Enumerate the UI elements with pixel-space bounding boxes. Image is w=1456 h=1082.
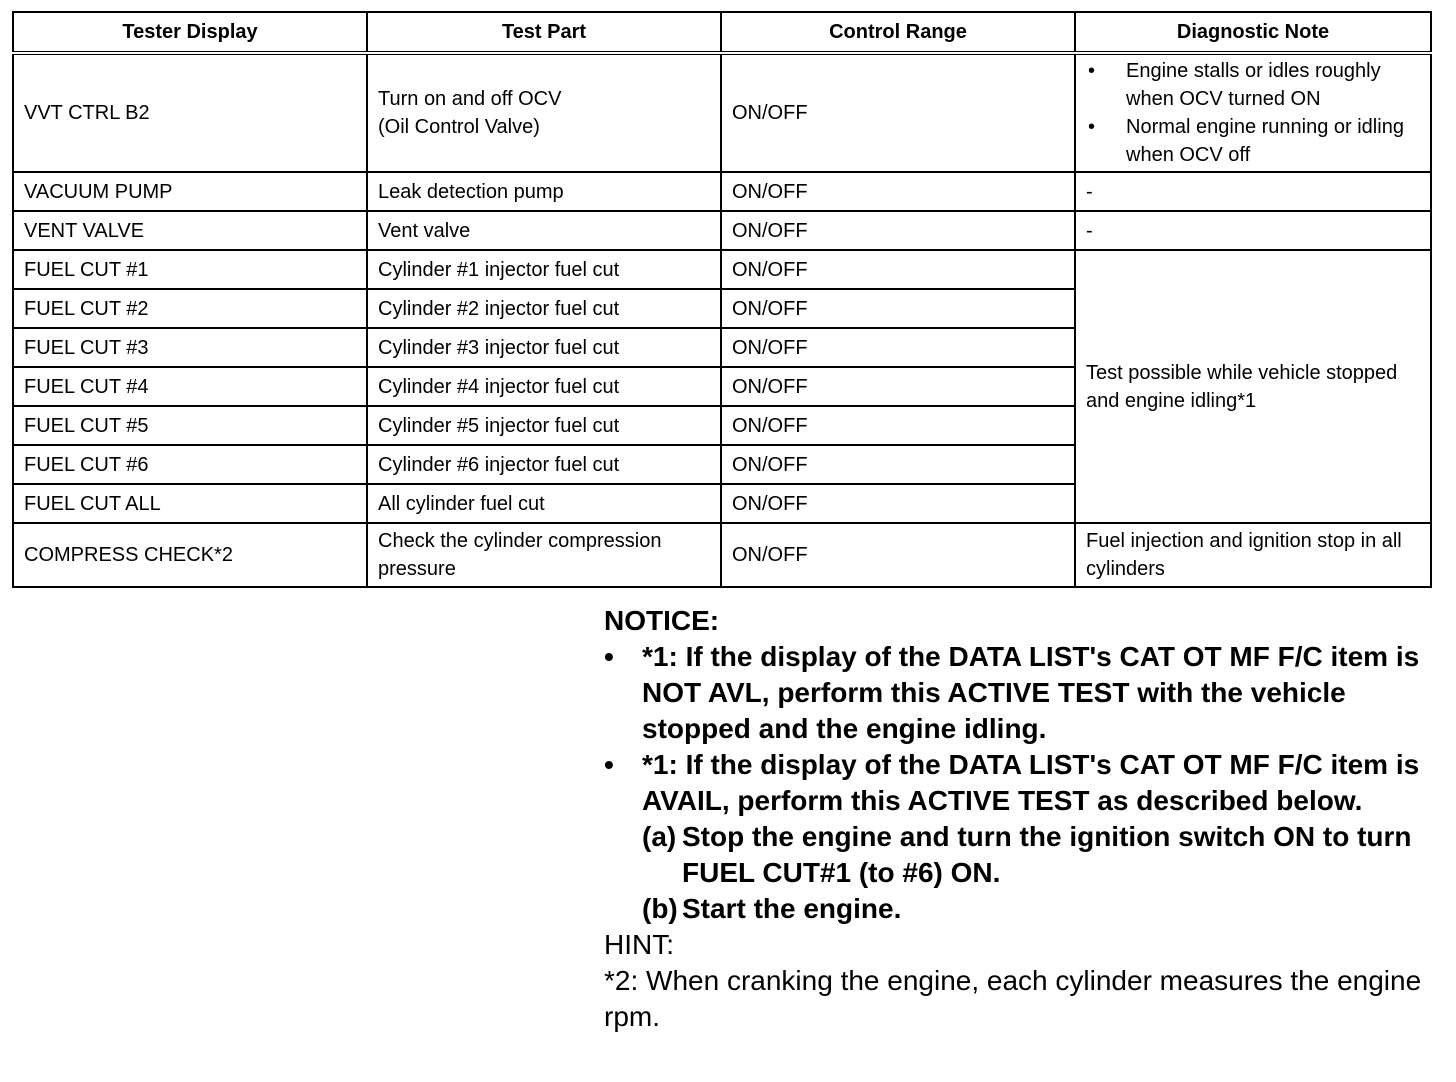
cell-display: VENT VALVE [13, 211, 367, 250]
cell-part: All cylinder fuel cut [367, 484, 721, 523]
cell-note: - [1075, 211, 1431, 250]
table-row [13, 172, 1431, 211]
notice-step [642, 819, 1434, 891]
cell-note [1075, 53, 1431, 172]
cell-range: ON/OFF [721, 445, 1075, 484]
header-diagnostic-note: Diagnostic Note [1075, 12, 1431, 53]
step-text: Start the engine. [682, 893, 902, 924]
table-row [13, 53, 1431, 172]
notice-block [604, 603, 1434, 1035]
header-control-range: Control Range [721, 12, 1075, 53]
step-mark: (a) [642, 821, 677, 852]
table-row [13, 523, 1431, 587]
cell-display: VACUUM PUMP [13, 172, 367, 211]
active-test-table [12, 11, 1432, 588]
notice-item-text: *1: If the display of the DATA LIST's CAT OT MF F/C item is AVAIL, perform this ACTIVE TEST as described below. [642, 749, 1420, 816]
notice-list [604, 639, 1434, 927]
cell-range: ON/OFF [721, 367, 1075, 406]
notice-item-text: *1: If the display of the DATA LIST's CAT OT MF F/C item is NOT AVL, perform this ACTIVE TEST with the vehicle stopped and the engine idling. [642, 641, 1420, 744]
hint-text: *2: When cranking the engine, each cylinder measures the engine rpm. [604, 965, 1422, 1032]
cell-display: FUEL CUT #2 [13, 289, 367, 328]
cell-part: Check the cylinder compression pressure [367, 523, 721, 587]
cell-part: Cylinder #3 injector fuel cut [367, 328, 721, 367]
cell-range: ON/OFF [721, 250, 1075, 289]
cell-part-line: (Oil Control Valve) [378, 116, 540, 138]
step-text: Stop the engine and turn the ignition switch ON to turn FUEL CUT#1 (to #6) ON. [682, 821, 1412, 888]
cell-range: ON/OFF [721, 328, 1075, 367]
cell-display: FUEL CUT #5 [13, 406, 367, 445]
cell-fuel-cut-note: Test possible while vehicle stopped and engine idling*1 [1075, 250, 1431, 523]
cell-note: - [1075, 172, 1431, 211]
header-test-part: Test Part [367, 12, 721, 53]
cell-part: Cylinder #2 injector fuel cut [367, 289, 721, 328]
cell-display: FUEL CUT #4 [13, 367, 367, 406]
cell-part: Cylinder #6 injector fuel cut [367, 445, 721, 484]
cell-part [367, 53, 721, 172]
notice-title: NOTICE: [604, 605, 720, 636]
cell-display: FUEL CUT #6 [13, 445, 367, 484]
bullet-icon: • [604, 641, 614, 672]
cell-range: ON/OFF [721, 406, 1075, 445]
hint-title: HINT: [604, 929, 674, 960]
header-tester-display: Tester Display [13, 12, 367, 53]
cell-display: FUEL CUT #3 [13, 328, 367, 367]
cell-range: ON/OFF [721, 289, 1075, 328]
cell-range: ON/OFF [721, 484, 1075, 523]
table-row [13, 250, 1431, 289]
notice-item [604, 747, 1434, 927]
cell-display: FUEL CUT ALL [13, 484, 367, 523]
cell-part: Cylinder #1 injector fuel cut [367, 250, 721, 289]
cell-range: ON/OFF [721, 211, 1075, 250]
notice-step [642, 891, 1434, 927]
cell-part-line: Turn on and off OCV [378, 88, 562, 110]
bullet-icon: • [604, 749, 614, 780]
table-row [13, 211, 1431, 250]
cell-display: VVT CTRL B2 [13, 53, 367, 172]
table-header-row [13, 12, 1431, 53]
note-bullet: • Normal engine running or idling when OCV off [1086, 113, 1420, 169]
step-mark: (b) [642, 893, 678, 924]
cell-display: COMPRESS CHECK*2 [13, 523, 367, 587]
cell-part: Cylinder #4 injector fuel cut [367, 367, 721, 406]
cell-part: Cylinder #5 injector fuel cut [367, 406, 721, 445]
cell-range: ON/OFF [721, 523, 1075, 587]
cell-part: Leak detection pump [367, 172, 721, 211]
cell-range: ON/OFF [721, 172, 1075, 211]
cell-part: Vent valve [367, 211, 721, 250]
cell-range: ON/OFF [721, 53, 1075, 172]
cell-display: FUEL CUT #1 [13, 250, 367, 289]
cell-note: Fuel injection and ignition stop in all cylinders [1075, 523, 1431, 587]
notice-item [604, 639, 1434, 747]
note-bullet: • Engine stalls or idles roughly when OCV turned ON [1086, 57, 1420, 113]
